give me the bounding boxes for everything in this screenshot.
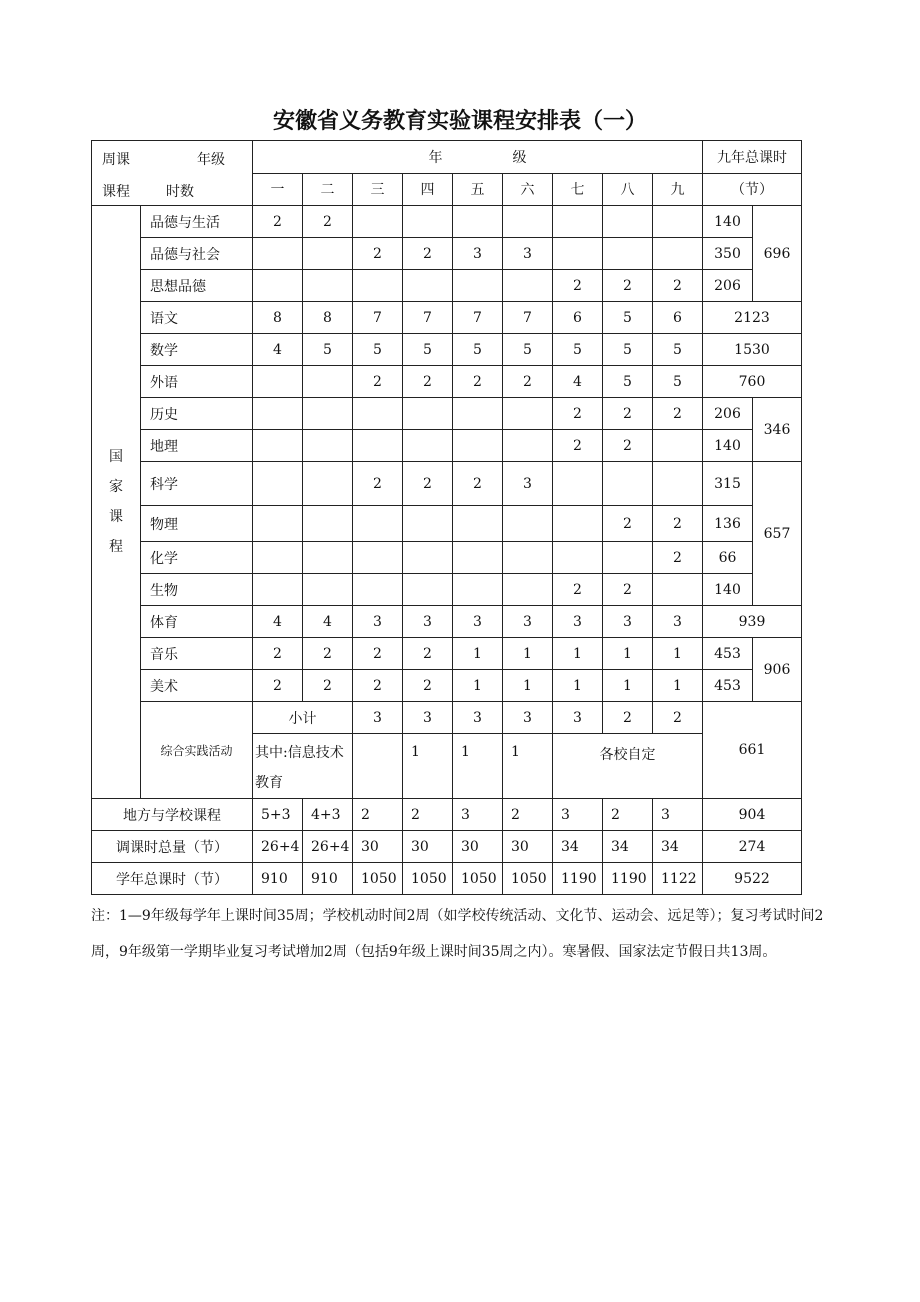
hours-cell: 2	[453, 462, 503, 506]
group-total: 906	[753, 638, 802, 702]
grade-header-cell: 八	[603, 173, 653, 206]
course-total: 315	[703, 462, 753, 506]
hours-cell: 5	[603, 302, 653, 334]
hours-cell	[303, 270, 353, 302]
hours-cell: 26+4	[253, 831, 303, 863]
course-total: 760	[703, 366, 802, 398]
hours-cell: 2	[453, 366, 503, 398]
hours-cell: 4+3	[303, 799, 353, 831]
hours-cell	[653, 462, 703, 506]
hours-cell: 30	[503, 831, 553, 863]
hours-cell: 1	[603, 638, 653, 670]
hours-cell	[403, 542, 453, 574]
course-name: 历史	[141, 398, 253, 430]
hours-cell: 7	[403, 302, 453, 334]
hours-cell: 3	[653, 606, 703, 638]
hours-cell: 2	[553, 398, 603, 430]
group-total: 696	[753, 206, 802, 302]
hours-cell: 34	[603, 831, 653, 863]
course-row	[92, 238, 802, 270]
course-row	[92, 270, 802, 302]
hours-cell	[553, 506, 603, 542]
summary-total: 274	[703, 831, 802, 863]
hours-cell: 2	[353, 462, 403, 506]
summary-label: 学年总课时（节）	[92, 863, 253, 895]
table-header-row	[92, 141, 802, 174]
course-row	[92, 398, 802, 430]
hours-cell: 2	[553, 430, 603, 462]
practice-subtotal-row	[92, 702, 802, 734]
grade-header-cell: 三	[353, 173, 403, 206]
hours-cell: 5	[603, 334, 653, 366]
hours-cell: 3	[353, 702, 403, 734]
course-row	[92, 506, 802, 542]
summary-label: 地方与学校课程	[92, 799, 253, 831]
hours-cell: 2	[503, 799, 553, 831]
hours-cell: 2	[353, 638, 403, 670]
hours-cell: 2	[553, 574, 603, 606]
course-total: 2123	[703, 302, 802, 334]
national-label-char: 家	[109, 479, 123, 495]
hours-cell: 2	[603, 702, 653, 734]
table-body	[92, 141, 802, 895]
grade-header-cell: 四	[403, 173, 453, 206]
course-total: 140	[703, 206, 753, 238]
course-row	[92, 430, 802, 462]
hours-cell: 4	[303, 606, 353, 638]
total-header-line1: 九年总课时	[703, 141, 802, 174]
hours-cell: 34	[653, 831, 703, 863]
hours-cell: 1122	[653, 863, 703, 895]
hours-cell	[353, 542, 403, 574]
hours-cell	[353, 206, 403, 238]
course-total: 140	[703, 574, 753, 606]
hours-cell	[353, 398, 403, 430]
hours-cell: 2	[303, 670, 353, 702]
summary-row	[92, 863, 802, 895]
hours-cell: 8	[253, 302, 303, 334]
hours-cell	[503, 430, 553, 462]
national-label-char: 国	[109, 449, 123, 465]
hours-cell: 1	[403, 734, 453, 799]
corner-header-cell	[92, 141, 253, 206]
hours-cell: 2	[553, 270, 603, 302]
hours-cell: 3	[503, 606, 553, 638]
hours-cell: 2	[653, 506, 703, 542]
hours-cell: 1	[453, 734, 503, 799]
hours-cell: 5	[503, 334, 553, 366]
hours-cell: 1	[553, 670, 603, 702]
hours-cell	[403, 574, 453, 606]
hours-cell: 5+3	[253, 799, 303, 831]
course-row	[92, 574, 802, 606]
hours-cell	[603, 542, 653, 574]
hours-cell	[603, 206, 653, 238]
hours-cell: 2	[303, 206, 353, 238]
group-total: 346	[753, 398, 802, 462]
hours-cell	[503, 506, 553, 542]
hours-cell	[553, 462, 603, 506]
course-total: 350	[703, 238, 753, 270]
summary-total: 904	[703, 799, 802, 831]
hours-cell	[503, 542, 553, 574]
course-row	[92, 670, 802, 702]
hours-cell	[253, 506, 303, 542]
hours-cell: 1	[503, 638, 553, 670]
hours-cell: 2	[353, 238, 403, 270]
hours-cell: 30	[403, 831, 453, 863]
hours-cell: 2	[253, 670, 303, 702]
course-row	[92, 366, 802, 398]
hours-cell	[453, 574, 503, 606]
hours-cell	[503, 270, 553, 302]
hours-cell	[653, 430, 703, 462]
hours-cell: 5	[453, 334, 503, 366]
hours-cell: 4	[253, 334, 303, 366]
hours-cell: 4	[553, 366, 603, 398]
course-name: 美术	[141, 670, 253, 702]
course-row	[92, 638, 802, 670]
course-name: 科学	[141, 462, 253, 506]
hours-cell: 3	[403, 702, 453, 734]
hours-cell	[303, 238, 353, 270]
hours-cell	[603, 238, 653, 270]
hours-cell: 2	[303, 638, 353, 670]
hours-cell: 1	[503, 734, 553, 799]
hours-cell	[253, 430, 303, 462]
course-name: 物理	[141, 506, 253, 542]
hours-cell: 1050	[403, 863, 453, 895]
hours-cell	[453, 398, 503, 430]
hours-cell: 3	[403, 606, 453, 638]
hours-cell: 5	[353, 334, 403, 366]
hours-cell	[503, 206, 553, 238]
hours-cell: 3	[553, 799, 603, 831]
hours-cell: 2	[603, 398, 653, 430]
hours-cell: 34	[553, 831, 603, 863]
hours-cell: 2	[653, 270, 703, 302]
hours-cell: 3	[453, 799, 503, 831]
hours-cell: 2	[603, 270, 653, 302]
corner-top-left: 周课	[102, 152, 130, 168]
hours-cell: 5	[303, 334, 353, 366]
hours-cell: 2	[603, 430, 653, 462]
hours-cell: 2	[403, 238, 453, 270]
hours-cell: 1	[453, 670, 503, 702]
hours-cell	[253, 366, 303, 398]
grade-header-cell: 五	[453, 173, 503, 206]
course-name: 品德与生活	[141, 206, 253, 238]
hours-cell: 3	[503, 238, 553, 270]
hours-cell: 2	[253, 638, 303, 670]
info-note: 各校自定	[553, 734, 703, 799]
hours-cell: 2	[353, 366, 403, 398]
hours-cell: 2	[603, 506, 653, 542]
corner-bottom-right: 时数	[166, 184, 194, 200]
hours-cell: 3	[453, 238, 503, 270]
hours-cell	[553, 206, 603, 238]
course-name: 数学	[141, 334, 253, 366]
summary-total: 9522	[703, 863, 802, 895]
hours-cell	[353, 574, 403, 606]
hours-cell: 2	[403, 366, 453, 398]
subtotal-label: 小计	[253, 702, 353, 734]
hours-cell	[253, 542, 303, 574]
hours-cell: 30	[453, 831, 503, 863]
course-total: 1530	[703, 334, 802, 366]
hours-cell: 30	[353, 831, 403, 863]
hours-cell	[303, 430, 353, 462]
summary-row	[92, 799, 802, 831]
hours-cell: 5	[653, 366, 703, 398]
hours-cell: 2	[603, 574, 653, 606]
hours-cell	[603, 462, 653, 506]
course-row	[92, 302, 802, 334]
hours-cell: 3	[553, 702, 603, 734]
hours-cell: 1190	[553, 863, 603, 895]
hours-cell: 3	[453, 702, 503, 734]
hours-cell	[553, 542, 603, 574]
course-total: 206	[703, 270, 753, 302]
course-name: 外语	[141, 366, 253, 398]
hours-cell	[353, 506, 403, 542]
course-row	[92, 206, 802, 238]
hours-cell: 6	[553, 302, 603, 334]
hours-cell: 5	[653, 334, 703, 366]
hours-cell	[303, 574, 353, 606]
course-total: 206	[703, 398, 753, 430]
course-total: 140	[703, 430, 753, 462]
hours-cell: 3	[553, 606, 603, 638]
hours-cell: 2	[653, 542, 703, 574]
hours-cell: 2	[253, 206, 303, 238]
hours-cell: 2	[653, 702, 703, 734]
hours-cell: 7	[353, 302, 403, 334]
hours-cell: 1050	[503, 863, 553, 895]
hours-cell: 3	[503, 462, 553, 506]
hours-cell	[303, 462, 353, 506]
hours-cell	[303, 366, 353, 398]
hours-cell	[403, 398, 453, 430]
hours-cell: 1	[503, 670, 553, 702]
hours-cell: 3	[603, 606, 653, 638]
hours-cell: 1	[603, 670, 653, 702]
hours-cell: 2	[353, 670, 403, 702]
course-name: 生物	[141, 574, 253, 606]
course-name: 语文	[141, 302, 253, 334]
hours-cell: 5	[603, 366, 653, 398]
hours-cell: 2	[403, 462, 453, 506]
hours-cell: 1	[453, 638, 503, 670]
hours-cell: 910	[253, 863, 303, 895]
course-row	[92, 334, 802, 366]
hours-cell: 8	[303, 302, 353, 334]
hours-cell	[403, 206, 453, 238]
hours-cell	[353, 734, 403, 799]
national-label-char: 程	[109, 539, 123, 555]
info-tech-label: 其中:信息技术教育	[253, 734, 353, 799]
hours-cell	[303, 398, 353, 430]
hours-cell	[503, 398, 553, 430]
hours-cell: 26+4	[303, 831, 353, 863]
total-header-line2: （节）	[703, 173, 802, 206]
summary-label: 调课时总量（节）	[92, 831, 253, 863]
course-name: 思想品德	[141, 270, 253, 302]
hours-cell: 2	[603, 799, 653, 831]
course-total: 453	[703, 638, 753, 670]
hours-cell: 1	[553, 638, 603, 670]
course-row	[92, 606, 802, 638]
grade-header-cell: 九	[653, 173, 703, 206]
hours-cell: 2	[403, 638, 453, 670]
course-total: 66	[703, 542, 753, 574]
footnote: 注：1—9年级每学年上课时间35周；学校机动时间2周（如学校传统活动、文化节、运动会、远足等）；复习考试时间2周，9年级第一学期毕业复习考试增加2周（包括9年级上课时间35周之内）。寒暑假、国家法定节假日共13周。	[91, 908, 824, 960]
hours-cell: 3	[353, 606, 403, 638]
hours-cell	[453, 270, 503, 302]
course-name: 地理	[141, 430, 253, 462]
hours-cell: 1	[653, 638, 703, 670]
corner-bottom-left: 课程	[102, 184, 130, 200]
course-total: 939	[703, 606, 802, 638]
corner-top-right: 年级	[197, 152, 225, 168]
hours-cell: 3	[503, 702, 553, 734]
hours-cell	[653, 206, 703, 238]
hours-cell	[403, 506, 453, 542]
hours-cell	[503, 574, 553, 606]
hours-cell	[253, 238, 303, 270]
hours-cell	[253, 398, 303, 430]
hours-cell: 910	[303, 863, 353, 895]
practice-label: 综合实践活动	[141, 702, 253, 799]
hours-cell	[653, 238, 703, 270]
hours-cell: 7	[503, 302, 553, 334]
hours-cell	[253, 574, 303, 606]
grade-header-cell: 七	[553, 173, 603, 206]
hours-cell: 7	[453, 302, 503, 334]
hours-cell	[303, 542, 353, 574]
course-name: 化学	[141, 542, 253, 574]
course-row	[92, 542, 802, 574]
hours-cell: 1050	[453, 863, 503, 895]
grade-header-cell: 六	[503, 173, 553, 206]
course-name: 品德与社会	[141, 238, 253, 270]
hours-cell: 6	[653, 302, 703, 334]
page-title: 安徽省义务教育实验课程安排表（一）	[272, 109, 647, 134]
grade-header-cell: 二	[303, 173, 353, 206]
course-row	[92, 462, 802, 506]
hours-cell	[453, 430, 503, 462]
group-total: 657	[753, 462, 802, 606]
hours-cell: 1050	[353, 863, 403, 895]
hours-cell	[353, 270, 403, 302]
hours-cell	[453, 542, 503, 574]
hours-cell	[303, 506, 353, 542]
hours-cell: 2	[403, 799, 453, 831]
hours-cell: 2	[353, 799, 403, 831]
hours-cell	[453, 506, 503, 542]
hours-cell	[403, 430, 453, 462]
hours-cell: 3	[453, 606, 503, 638]
hours-cell: 1190	[603, 863, 653, 895]
course-total: 453	[703, 670, 753, 702]
course-name: 体育	[141, 606, 253, 638]
grade-header-cell: 一	[253, 173, 303, 206]
hours-cell: 2	[653, 398, 703, 430]
hours-cell	[253, 462, 303, 506]
grade-group-header: 年 级	[253, 141, 703, 174]
hours-cell: 4	[253, 606, 303, 638]
curriculum-table	[91, 140, 802, 895]
course-name: 音乐	[141, 638, 253, 670]
hours-cell: 2	[403, 670, 453, 702]
hours-cell	[553, 238, 603, 270]
hours-cell: 5	[403, 334, 453, 366]
summary-row	[92, 831, 802, 863]
practice-total: 661	[703, 702, 802, 799]
hours-cell	[253, 270, 303, 302]
course-total: 136	[703, 506, 753, 542]
hours-cell: 2	[503, 366, 553, 398]
hours-cell: 1	[653, 670, 703, 702]
hours-cell	[453, 206, 503, 238]
hours-cell: 5	[553, 334, 603, 366]
national-label-char: 课	[109, 509, 123, 525]
hours-cell	[653, 574, 703, 606]
hours-cell	[403, 270, 453, 302]
hours-cell: 3	[653, 799, 703, 831]
national-curriculum-label	[92, 206, 141, 799]
hours-cell	[353, 430, 403, 462]
